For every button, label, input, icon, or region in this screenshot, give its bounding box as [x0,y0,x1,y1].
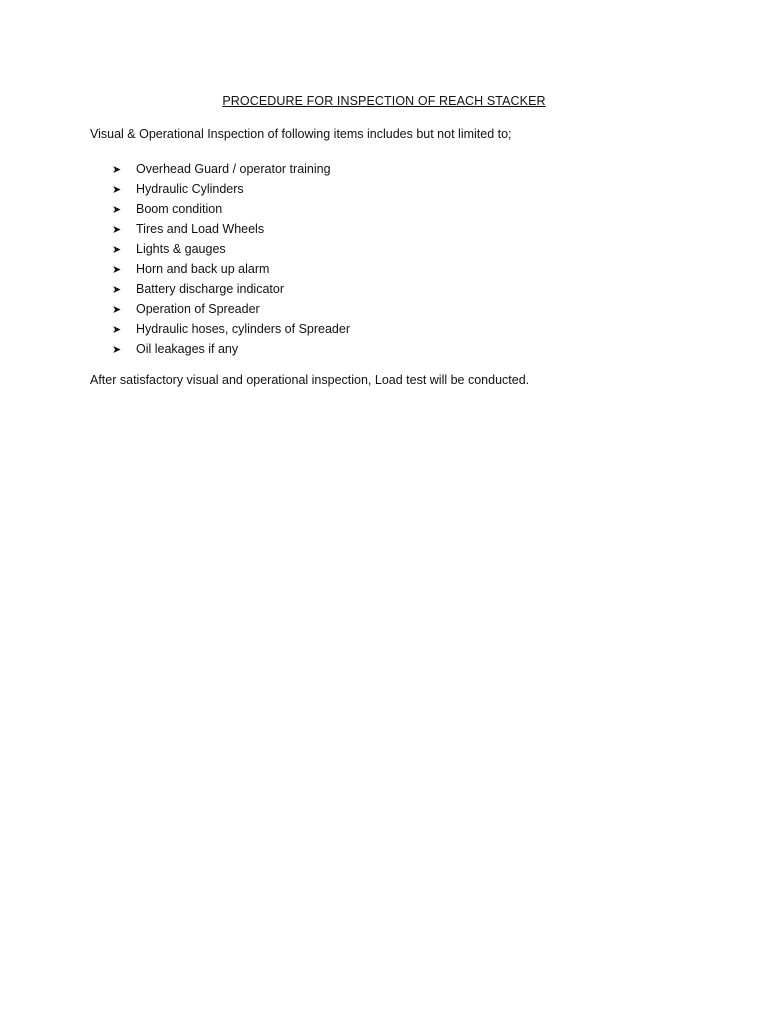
list-item-label: Overhead Guard / operator training [136,162,331,176]
list-item-label: Oil leakages if any [136,342,239,356]
list-item [112,279,350,299]
list-item-label: Tires and Load Wheels [136,222,265,236]
list-item-label: Operation of Spreader [136,302,260,316]
list-item-label: Battery discharge indicator [136,282,284,296]
list-item-label: Boom condition [136,202,223,216]
list-item [112,179,350,199]
list-item-label: Hydraulic hoses, cylinders of Spreader [136,322,350,336]
arrowhead-bullet-icon: ➤ [112,183,122,196]
document-title: PROCEDURE FOR INSPECTION OF REACH STACKER [222,94,546,108]
list-item [112,199,350,219]
list-item [112,159,350,179]
list-item-label: Lights & gauges [136,242,226,256]
arrowhead-bullet-icon: ➤ [112,323,122,336]
inspection-checklist [112,159,350,359]
arrowhead-bullet-icon: ➤ [112,343,122,356]
arrowhead-bullet-icon: ➤ [112,203,122,216]
arrowhead-bullet-icon: ➤ [112,263,122,276]
list-item [112,319,350,339]
intro-paragraph: Visual & Operational Inspection of following items includes but not limited to; [90,127,512,141]
arrowhead-bullet-icon: ➤ [112,223,122,236]
list-item-label: Horn and back up alarm [136,262,270,276]
arrowhead-bullet-icon: ➤ [112,243,122,256]
list-item [112,259,350,279]
list-item [112,219,350,239]
arrowhead-bullet-icon: ➤ [112,283,122,296]
list-item [112,239,350,259]
conclusion-paragraph: After satisfactory visual and operational inspection, Load test will be conducted. [90,373,530,387]
list-item-label: Hydraulic Cylinders [136,182,244,196]
list-item [112,339,350,359]
list-item [112,299,350,319]
arrowhead-bullet-icon: ➤ [112,163,122,176]
arrowhead-bullet-icon: ➤ [112,303,122,316]
